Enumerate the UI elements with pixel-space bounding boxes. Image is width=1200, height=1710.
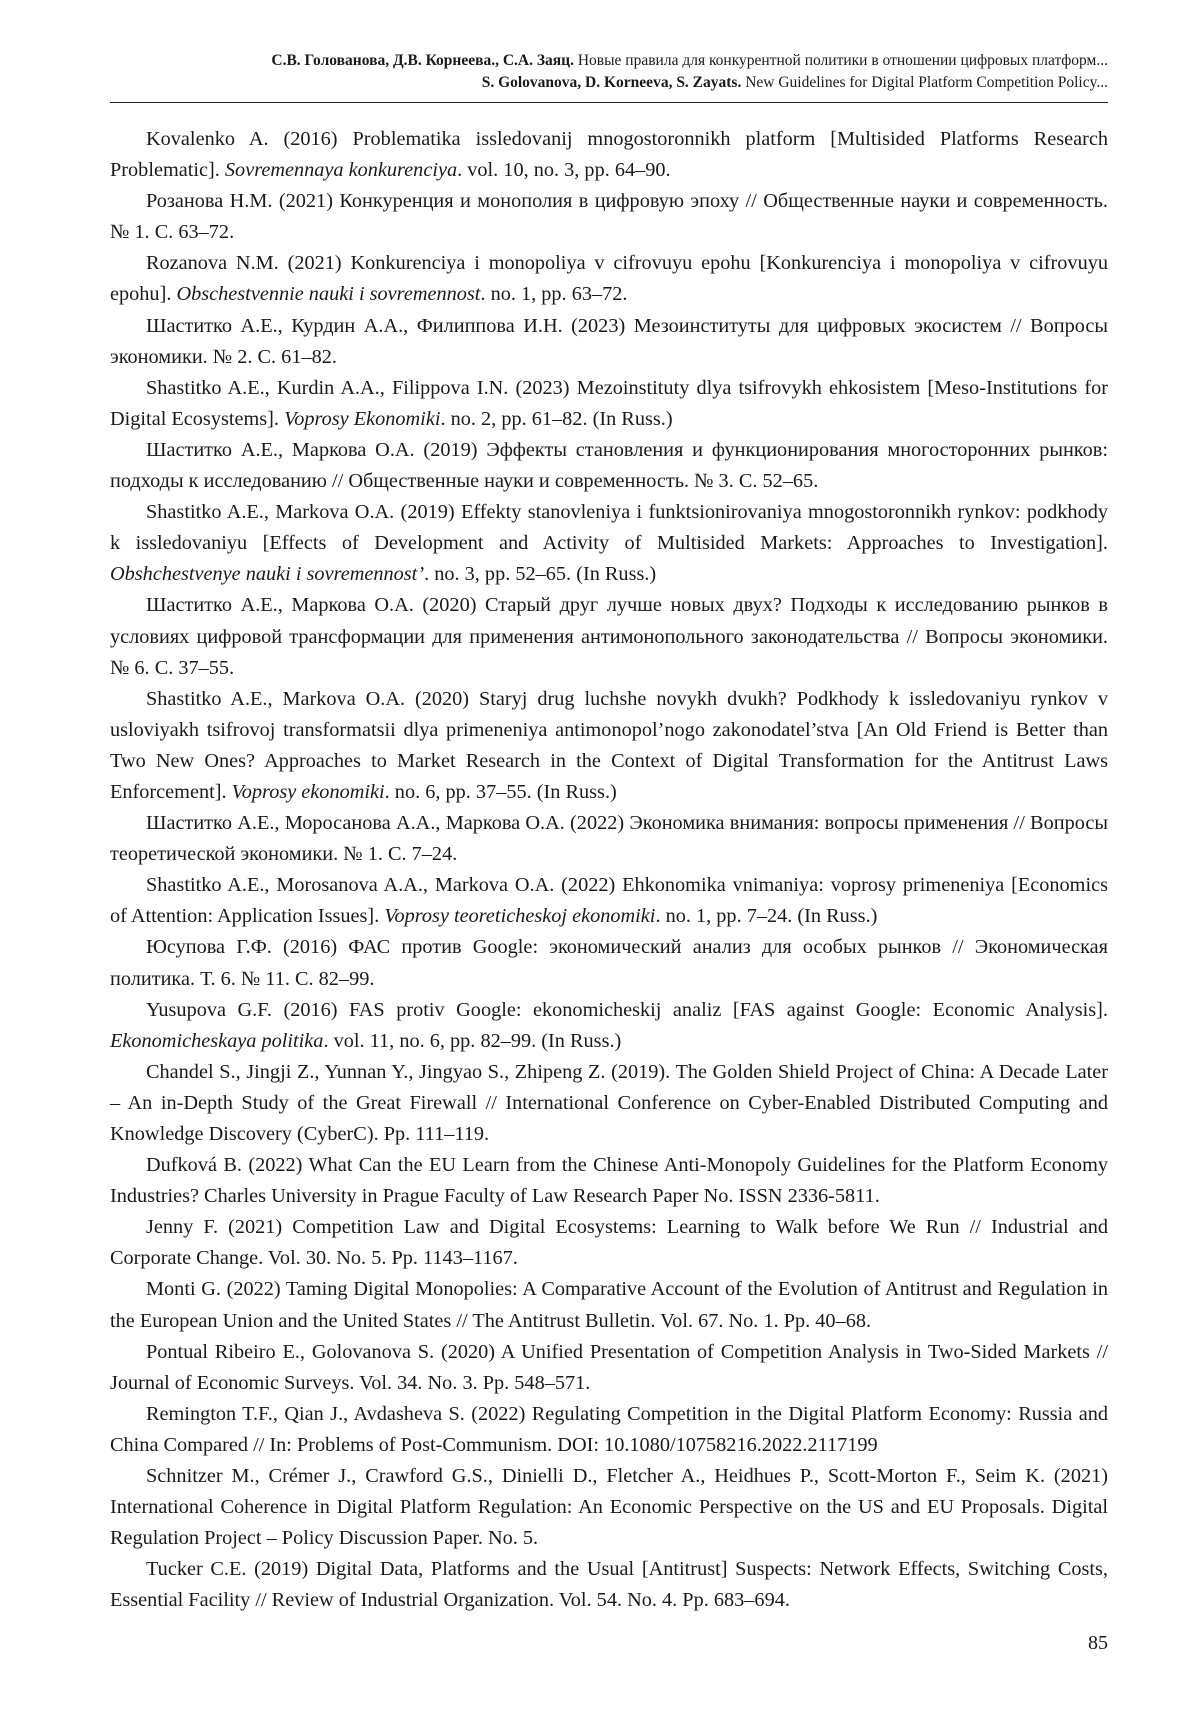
- reference-item: Monti G. (2022) Taming Digital Monopolies: A Comparative Account of the Evolution of Antitrust and Regulation in the European Union and the United States // The Antitrust Bulletin. Vol. 67. No. 1. Pp. 40–68.: [110, 1278, 1108, 1332]
- reference-item: Shastitko A.E., Markova O.A. (2019) Effekty stanovleniya i funktsionirovaniya mnogostoronnikh rynkov: podkhody k issledovaniyu [Effects of Development and Activity of Multisided Markets: Approaches to Investigation]. Obshchestvenye nauki i sovremennost’. no. 3, pp. 52–65. (In Russ.): [110, 501, 1108, 586]
- reference-item: Rozanova N.M. (2021) Konkurenciya i monopoliya v cifrovuyu epohu [Konkurenciya i monopoliya v cifrovuyu epohu]. Obschestvennie nauki i sovremennost. no. 1, pp. 63–72.: [110, 252, 1108, 306]
- reference-item: Schnitzer M., Crémer J., Crawford G.S., Dinielli D., Fletcher A., Heidhues P., Scott-Morton F., Seim K. (2021) International Coherence in Digital Platform Regulation: An Economic Perspective on the US and EU Proposals. Digital Regulation Project – Policy Discussion Paper. No. 5.: [110, 1465, 1108, 1550]
- reference-item: Шаститко А.Е., Маркова О.А. (2019) Эффекты становления и функционирования многосторонних рынков: подходы к исследованию // Общественные науки и современность. № 3. С. 52–65.: [110, 438, 1108, 493]
- reference-item: Chandel S., Jingji Z., Yunnan Y., Jingyao S., Zhipeng Z. (2019). The Golden Shield Project of China: A Decade Later – An in-Depth Study of the Great Firewall // International Conference on Cyber-Enabled Distributed Computing and Knowledge Discovery (CyberC). Pp. 111–119.: [110, 1060, 1108, 1145]
- reference-item: Shastitko A.E., Kurdin A.A., Filippova I.N. (2023) Mezoinstituty dlya tsifrovykh ehkosistem [Meso-Institutions for Digital Ecosystems]. Voprosy Ekonomiki. no. 2, pp. 61–82. (In Russ.): [110, 376, 1108, 430]
- header-line-en: [110, 72, 1108, 94]
- reference-item: Jenny F. (2021) Competition Law and Digital Ecosystems: Learning to Walk before We Run // Industrial and Corporate Change. Vol. 30. No. 5. Pp. 1143–1167.: [110, 1216, 1108, 1270]
- header-title-ru: Новые правила для конкурентной политики в отношении цифровых платформ...: [573, 52, 1108, 69]
- reference-item: Pontual Ribeiro E., Golovanova S. (2020) A Unified Presentation of Competition Analysis in Two-Sided Markets // Journal of Economic Surveys. Vol. 34. No. 3. Pp. 548–571.: [110, 1340, 1108, 1394]
- running-header: [110, 50, 1108, 94]
- header-line-ru: [110, 50, 1108, 72]
- header-authors-en: S. Golovanova, D. Korneeva, S. Zayats.: [481, 74, 742, 91]
- reference-item: Shastitko A.E., Markova O.A. (2020) Staryj drug luchshe novykh dvukh? Podkhody k issledovaniyu rynkov v usloviyakh tsifrovoj transformatsii dlya primeneniya antimonopol’nogo zakonodatel’stva [An Old Friend is Better than Two New Ones? Approaches to Market Research in the Context of Digital Transformation for the Antitrust Laws Enforcement]. Voprosy ekonomiki. no. 6, pp. 37–55. (In Russ.): [110, 687, 1108, 803]
- reference-item: Tucker C.E. (2019) Digital Data, Platforms and the Usual [Antitrust] Suspects: Network Effects, Switching Costs, Essential Facility // Review of Industrial Organization. Vol. 54. No. 4. Pp. 683–694.: [110, 1558, 1108, 1612]
- reference-item: Розанова Н.М. (2021) Конкуренция и монополия в цифровую эпоху // Общественные науки и современность. № 1. С. 63–72.: [110, 190, 1108, 244]
- reference-item: Юсупова Г.Ф. (2016) ФАС против Google: экономический анализ для особых рынков // Экономическая политика. Т. 6. № 11. С. 82–99.: [110, 936, 1108, 990]
- reference-item: Shastitko A.E., Morosanova A.A., Markova O.A. (2022) Ehkonomika vnimaniya: voprosy primeneniya [Economics of Attention: Application Issues]. Voprosy teoreticheskoj ekonomiki. no. 1, pp. 7–24. (In Russ.): [110, 874, 1108, 928]
- reference-item: Шаститко А.Е., Маркова О.А. (2020) Старый друг лучше новых двух? Подходы к исследованию рынков в условиях цифровой трансформации для применения антимонопольного законодательства // Вопросы экономики. № 6. С. 37–55.: [110, 594, 1108, 679]
- reference-item: Шаститко А.Е., Моросанова А.А., Маркова О.А. (2022) Экономика внимания: вопросы применения // Вопросы теоретической экономики. № 1. С. 7–24.: [110, 812, 1108, 866]
- reference-item: Remington T.F., Qian J., Avdasheva S. (2022) Regulating Competition in the Digital Platform Economy: Russia and China Compared // In: Problems of Post-Communism. DOI: 10.1080/10758216.2022.2117199: [110, 1402, 1108, 1456]
- reference-item: Yusupova G.F. (2016) FAS protiv Google: ekonomicheskij analiz [FAS against Google: Economic Analysis]. Ekonomicheskaya politika. vol. 11, no. 6, pp. 82–99. (In Russ.): [110, 998, 1108, 1052]
- reference-item: Kovalenko A. (2016) Problematika issledovanij mnogostoronnikh platform [Multisided Platforms Research Problematic]. Sovremennaya konkurenciya. vol. 10, no. 3, pp. 64–90.: [110, 128, 1108, 182]
- header-title-en: New Guidelines for Digital Platform Competition Policy...: [741, 74, 1108, 91]
- reference-list: [110, 124, 1108, 1617]
- header-authors-ru: С.В. Голованова, Д.В. Корнеева., С.А. Заяц.: [271, 52, 574, 69]
- header-divider: [110, 102, 1108, 103]
- reference-item: Dufková B. (2022) What Can the EU Learn from the Chinese Anti-Monopoly Guidelines for the Platform Economy Industries? Charles University in Prague Faculty of Law Research Paper No. ISSN 2336-5811.: [110, 1154, 1108, 1208]
- page-number: 85: [1088, 1632, 1108, 1654]
- reference-item: Шаститко А.Е., Курдин А.А., Филиппова И.Н. (2023) Мезоинституты для цифровых экосистем // Вопросы экономики. № 2. С. 61–82.: [110, 314, 1108, 368]
